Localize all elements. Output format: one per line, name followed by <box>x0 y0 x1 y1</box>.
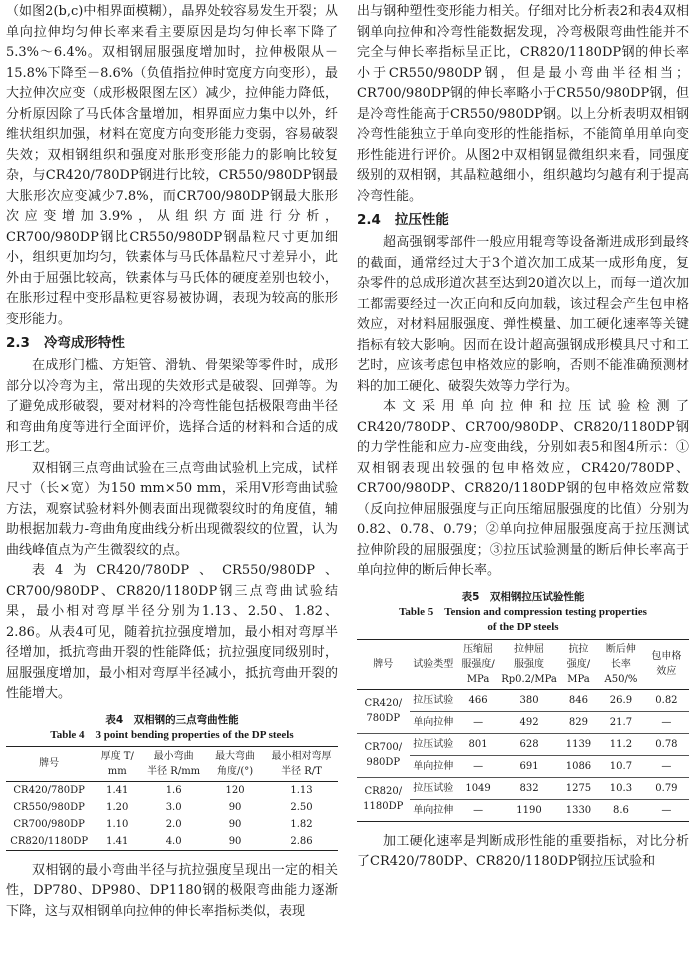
table-cell: 4.0 <box>165 835 182 847</box>
table-cell: 1.82 <box>290 818 313 830</box>
table-cell: 628 <box>499 733 559 755</box>
paragraph-tension-compression: 本文采用单向拉伸和拉压试验检测了CR420/780DP、CR700/980DP、CR820/1180DP钢的力学性能和应力-应变曲线，分别如表5和图4所示：①双相钢表现出较强的包申格效应，CR420/780DP、CR700/980DP、CR820/1180DP钢的包申格效应常数（反向拉伸屈服强度与正向压缩屈服强度的比值）分别为0.82、0.78、0.79；②单向拉伸屈服强度高于拉压测试拉伸阶段的屈服强度；③拉压试验测量的断后伸长率高于单向拉伸的断后伸长率。 <box>357 399 689 578</box>
table-cell: 1049 <box>457 777 499 799</box>
table-cell: 单向拉伸 <box>413 804 454 816</box>
table-cell: 832 <box>499 777 559 799</box>
table-cell: 691 <box>499 755 559 777</box>
table-cell: 120 <box>225 784 245 796</box>
table5-header-cell: 抗拉 强度/ MPa <box>559 639 598 689</box>
table-cell: 2.0 <box>165 818 182 830</box>
table-cell: 1.10 <box>106 818 129 830</box>
table-cell-grade: CR700/ 980DP <box>357 733 410 777</box>
table-cell: 21.7 <box>598 711 644 733</box>
table5-header-cell: 断后伸 长率 A50/% <box>598 639 644 689</box>
table-row <box>357 689 689 711</box>
table-row <box>6 816 338 833</box>
table5-caption-zh: 表5 双相钢拉压试验性能 <box>461 590 585 603</box>
table-cell: 2.86 <box>290 835 313 847</box>
table-cell: 26.9 <box>598 689 644 711</box>
table-cell: 拉压试验 <box>410 733 457 755</box>
paragraph-table4-discussion: 表4为CR420/780DP、CR550/980DP、CR700/980DP、CR820/1180DP钢三点弯曲试验结果，最小相对弯厚半径分别为1.13、2.50、1.82、2.86。从表4可见，随着抗拉强度增加，最小相对弯厚半径增加，抵抗弯曲开裂的性能降低；抗拉强度同级别时，屈服强度增加，最小相对弯厚半径减小，抵抗弯曲开裂的性能增大。 <box>6 563 338 701</box>
table-cell: 1.41 <box>106 835 129 847</box>
table-cell: 11.2 <box>598 733 644 755</box>
table-cell: 10.7 <box>598 755 644 777</box>
section-heading-2-4 <box>357 210 689 231</box>
table4-header-cell: 厚度 T/ mm <box>92 746 142 781</box>
table-row <box>357 733 689 755</box>
table-cell: 90 <box>228 801 242 813</box>
table-row <box>6 781 338 799</box>
table-cell: — <box>644 755 689 777</box>
table-cell: CR420/780DP <box>13 784 85 796</box>
section-title: 拉压性能 <box>394 212 449 228</box>
table-cell: 492 <box>499 711 559 733</box>
table5-header-cell: 压缩屈 服强度/ MPa <box>457 639 499 689</box>
table4-caption-en: Table 4 3 point bending properties of the DP steels <box>50 728 294 741</box>
table-cell-grade: CR820/ 1180DP <box>363 786 404 812</box>
table-cell: 380 <box>499 689 559 711</box>
table-cell-grade: CR420/ 780DP <box>357 689 410 733</box>
table4-header-cell: 最大弯曲 角度/(°) <box>205 746 265 781</box>
table5-caption-en-line2: of the DP steels <box>487 620 559 633</box>
table-cell: 90 <box>228 818 242 830</box>
table-cell: 1086 <box>559 755 598 777</box>
table4-header-row <box>6 746 338 781</box>
table-cell: 拉压试验 <box>410 689 457 711</box>
table-cell: — <box>457 711 499 733</box>
paragraph-forming-continued: （如图2(b,c)中相界面模糊），晶界处较容易发生开裂；从单向拉伸均匀伸长率来看主要原因是均匀伸长率下降了5.3%～6.4%。双相钢屈服强度增加时，拉伸极限从－15.8%下降至－8.6%（负值指拉伸时宽度方向变形），最大拉伸次应变（成形极限图左区）减少，拉伸能力降低，分析原因除了马氏体含量增加，相界面应力集中以外，纤维状组织加强，材料在宽度方向变形能力变弱，容易破裂失效；双相钢组织和强度对胀形变形能力的影响比较复杂，与CR420/780DP钢进行比较，CR550/980DP钢最大胀形次应变减少7.8%，而CR700/980DP钢最大胀形次应变增加3.9%，从组织方面进行分析，CR700/980DP钢比CR550/980DP钢晶粒尺寸更加细小，组织更加均匀，铁素体与马氏体晶粒尺寸差异小，此外由于屈强比较高，铁素体与马氏体的硬度差别也较小，在胀形过程中变形晶粒更容易被协调，表现为较高的胀形变形能力。 <box>6 4 338 327</box>
table-cell: 90 <box>228 835 242 847</box>
right-column <box>357 2 689 873</box>
table-cell: CR820/1180DP <box>10 835 89 847</box>
table5-header-row <box>357 639 689 689</box>
section-heading-2-3 <box>6 333 338 354</box>
table5-header-cell: 拉伸屈 服强度 Rp0.2/MPa <box>499 639 559 689</box>
table-cell: 8.6 <box>612 804 629 816</box>
table5-tension-compression <box>357 639 689 822</box>
paragraph-bending-analysis: 出与钢种塑性变形能力相关。仔细对比分析表2和表4双相钢单向拉伸和冷弯性能数据发现，冷弯极限弯曲性能并不完全与伸长率指标呈正比，CR820/1180DP钢的伸长率小于CR550/980DP钢，但是最小弯曲半径相当；CR700/980DP钢的伸长率略小于CR550/980DP钢，但是冷弯性能高于CR550/980DP钢。以上分析表明双相钢冷弯性能独立于单向变形的性能指标，不能简单用单向变形性能进行评价。从图2中双相钢显微组织来看，同强度级别的双相钢，其晶粒越细小，组织越均匀越有利于提高冷弯性能。 <box>357 4 689 204</box>
table-cell: 1190 <box>516 804 542 816</box>
table-cell: 10.3 <box>598 777 644 799</box>
table4-header-cell: 最小弯曲 半径 R/mm <box>142 746 205 781</box>
table-cell: 829 <box>559 711 598 733</box>
table-cell: 1.6 <box>165 784 182 796</box>
table-cell: — <box>661 804 672 816</box>
table-cell: 1.13 <box>290 784 313 796</box>
table-row <box>6 799 338 816</box>
table-cell: 0.79 <box>644 777 689 799</box>
table-cell: CR550/980DP <box>13 801 85 813</box>
table-cell: 1275 <box>559 777 598 799</box>
paragraph-cold-bending-intro: 在成形门槛、方矩管、滑轨、骨架梁等零件时，成形部分以冷弯为主，常出现的失效形式是破裂、回弹等。为了避免成形破裂，要对材料的冷弯性能包括极限弯曲半径和弯曲角度等进行全面评价，选择合适的材料和合适的成形工艺。 <box>6 358 338 455</box>
table5-header-cell: 包申格 效应 <box>644 639 689 689</box>
table-cell: 466 <box>457 689 499 711</box>
table4-header-cell: 牌号 <box>6 746 92 781</box>
table-cell: 单向拉伸 <box>410 755 457 777</box>
table-cell: 2.50 <box>290 801 313 813</box>
table5-header-cell: 试验类型 <box>410 639 457 689</box>
left-column <box>6 2 338 922</box>
table-cell: 1.41 <box>106 784 129 796</box>
table-cell: — <box>644 711 689 733</box>
table-cell: 0.78 <box>644 733 689 755</box>
table4-caption <box>6 713 338 743</box>
section-number: 2.4 <box>357 212 381 228</box>
table4-header-cell: 最小相对弯厚 半径 R/T <box>265 746 338 781</box>
paragraph-three-point-test: 双相钢三点弯曲试验在三点弯曲试验机上完成，试样尺寸（长×宽）为150 mm×50 mm，采用V形弯曲试验方法，观察试验材料外侧表面出现微裂纹时的角度值，辅助根据加载力-弯曲角度曲线分析出现微裂纹的位置，认为曲线峰值点为产生微裂纹的点。 <box>6 460 338 558</box>
table-row <box>6 833 338 851</box>
table-cell: 3.0 <box>165 801 182 813</box>
table-cell: 拉压试验 <box>410 777 457 799</box>
table-row <box>357 777 689 799</box>
table-cell: 单向拉伸 <box>410 711 457 733</box>
table5-header-cell: 牌号 <box>357 639 410 689</box>
table-cell: 1.20 <box>106 801 129 813</box>
table4-bending-properties <box>6 746 338 851</box>
section-title: 冷弯成形特性 <box>43 335 125 351</box>
table-cell: 1330 <box>565 804 592 816</box>
paragraph-roll-forming: 超高强钢零部件一般应用辊弯等设备渐进成形到最终的截面，通常经过大于3个道次加工成某一成形角度，复杂零件的总成形道次甚至达到20道次以上，而每一道次加工都需要经过一次正向和反向加载，该过程会产生包申格效应，对材料屈服强度、弹性模量、加工硬化速率等关键指标有较大影响。因而在设计超高强钢成形模具尺寸和工艺时，应该考虑包申格效应的影响，否则不能准确预测材料的加工硬化、破裂失效等力学行为。 <box>357 235 689 394</box>
paragraph-min-radius-correlation: 双相钢的最小弯曲半径与抗拉强度呈现出一定的相关性，DP780、DP980、DP1180钢的极限弯曲能力逐渐下降，这与双相钢单向拉伸的伸长率指标类似，表现 <box>6 862 338 919</box>
table-cell: 1139 <box>559 733 598 755</box>
table4-caption-zh: 表4 双相钢的三点弯曲性能 <box>105 713 239 726</box>
table-cell: CR700/980DP <box>13 818 85 830</box>
section-number: 2.3 <box>6 335 30 351</box>
paragraph-work-hardening: 加工硬化速率是判断成形性能的重要指标，对比分析了CR420/780DP、CR820/1180DP钢拉压试验和 <box>357 833 689 869</box>
table-cell: 0.82 <box>644 689 689 711</box>
table-cell: — <box>473 804 484 816</box>
table5-caption-en-line1: Table 5 Tension and compression testing properties <box>399 605 647 618</box>
table5-caption <box>357 590 689 635</box>
table-cell: — <box>457 755 499 777</box>
table-cell: 801 <box>457 733 499 755</box>
table-cell: 846 <box>559 689 598 711</box>
